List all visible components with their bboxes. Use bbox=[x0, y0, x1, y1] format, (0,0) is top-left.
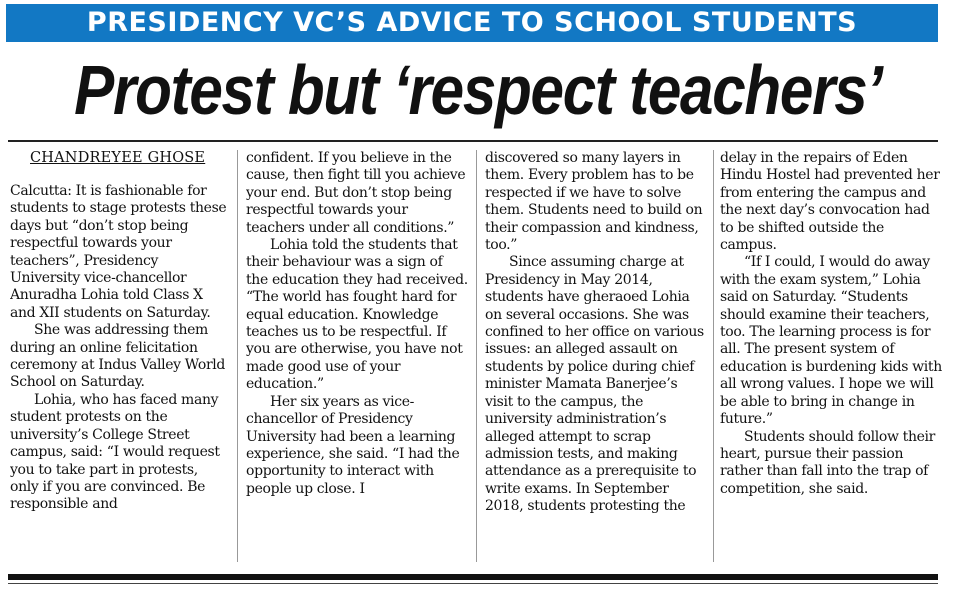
article-column-4 bbox=[720, 150, 942, 564]
bottom-divider bbox=[8, 574, 938, 580]
paragraph: Lohia told the students that their behaviour was a sign of the education they had received. “The world has fought hard for equal education. Knowledge teaches us to be respectful. If you are otherwise, you have not made good use of your education.” bbox=[246, 237, 468, 393]
column-divider bbox=[237, 150, 238, 562]
byline: CHANDREYEE GHOSE bbox=[30, 150, 206, 166]
paragraph: discovered so many layers in them. Every problem has to be respected if we have to solve them. Students need to build on their compassion and kindness, too.” bbox=[485, 150, 703, 254]
paragraph: Students should follow their heart, pursue their passion rather than fall into the trap of competition, she said. bbox=[720, 428, 936, 497]
article-column-1 bbox=[10, 150, 230, 564]
column-divider bbox=[476, 150, 477, 562]
paragraph: Her six years as vice-chancellor of Presidency University had been a learning experience, she said. “I had the opportunity to interact with people up close. I bbox=[246, 393, 460, 497]
top-divider bbox=[8, 140, 938, 142]
paragraph: Calcutta: It is fashionable for students to stage protests these days but “don’t stop being respectful towards your teachers”, Presidency University vice-chancellor Anuradha Lohia told Class X and XII students on Saturday. bbox=[10, 183, 227, 321]
headline: Protest but ‘respect teachers’ bbox=[74, 51, 882, 129]
article-column-3 bbox=[485, 150, 707, 564]
paragraph: delay in the repairs of Eden Hindu Hostel had prevented her from entering the campus and the next day’s convocation had to be shifted outside the campus. bbox=[720, 150, 940, 254]
bottom-divider-thin bbox=[8, 583, 938, 584]
article-column-2 bbox=[246, 150, 468, 564]
paragraph: confident. If you believe in the cause, then fight till you achieve your end. But don’t stop being respectful towards your teachers under all conditions.” bbox=[246, 150, 466, 236]
section-banner: PRESIDENCY VC’S ADVICE TO SCHOOL STUDENTS bbox=[6, 4, 938, 42]
paragraph: Since assuming charge at Presidency in May 2014, students have gheraoed Lohia on several occasions. She was confined to her office on various issues: an alleged assault on students by police during chief minister Mamata Banerjee’s visit to the campus, the university administration’s alleged attempt to scrap admission tests, and making attendance as a prerequisite to write exams. In September 2018, students protesting the bbox=[485, 254, 704, 515]
paragraph: “If I could, I would do away with the exam system,” Lohia said on Saturday. “Students should examine their teachers, too. The learning process is for all. The present system of education is burdening kids with all wrong values. I hope we will be able to bring in change in future.” bbox=[720, 254, 942, 428]
paragraph: Lohia, who has faced many student protests on the university’s College Street campus, said: “I would request you to take part in protests, only if you are convinced. Be responsible and bbox=[10, 391, 220, 513]
column-divider bbox=[713, 150, 714, 562]
paragraph: She was addressing them during an online felicitation ceremony at Indus Valley World School on Saturday. bbox=[10, 322, 226, 391]
